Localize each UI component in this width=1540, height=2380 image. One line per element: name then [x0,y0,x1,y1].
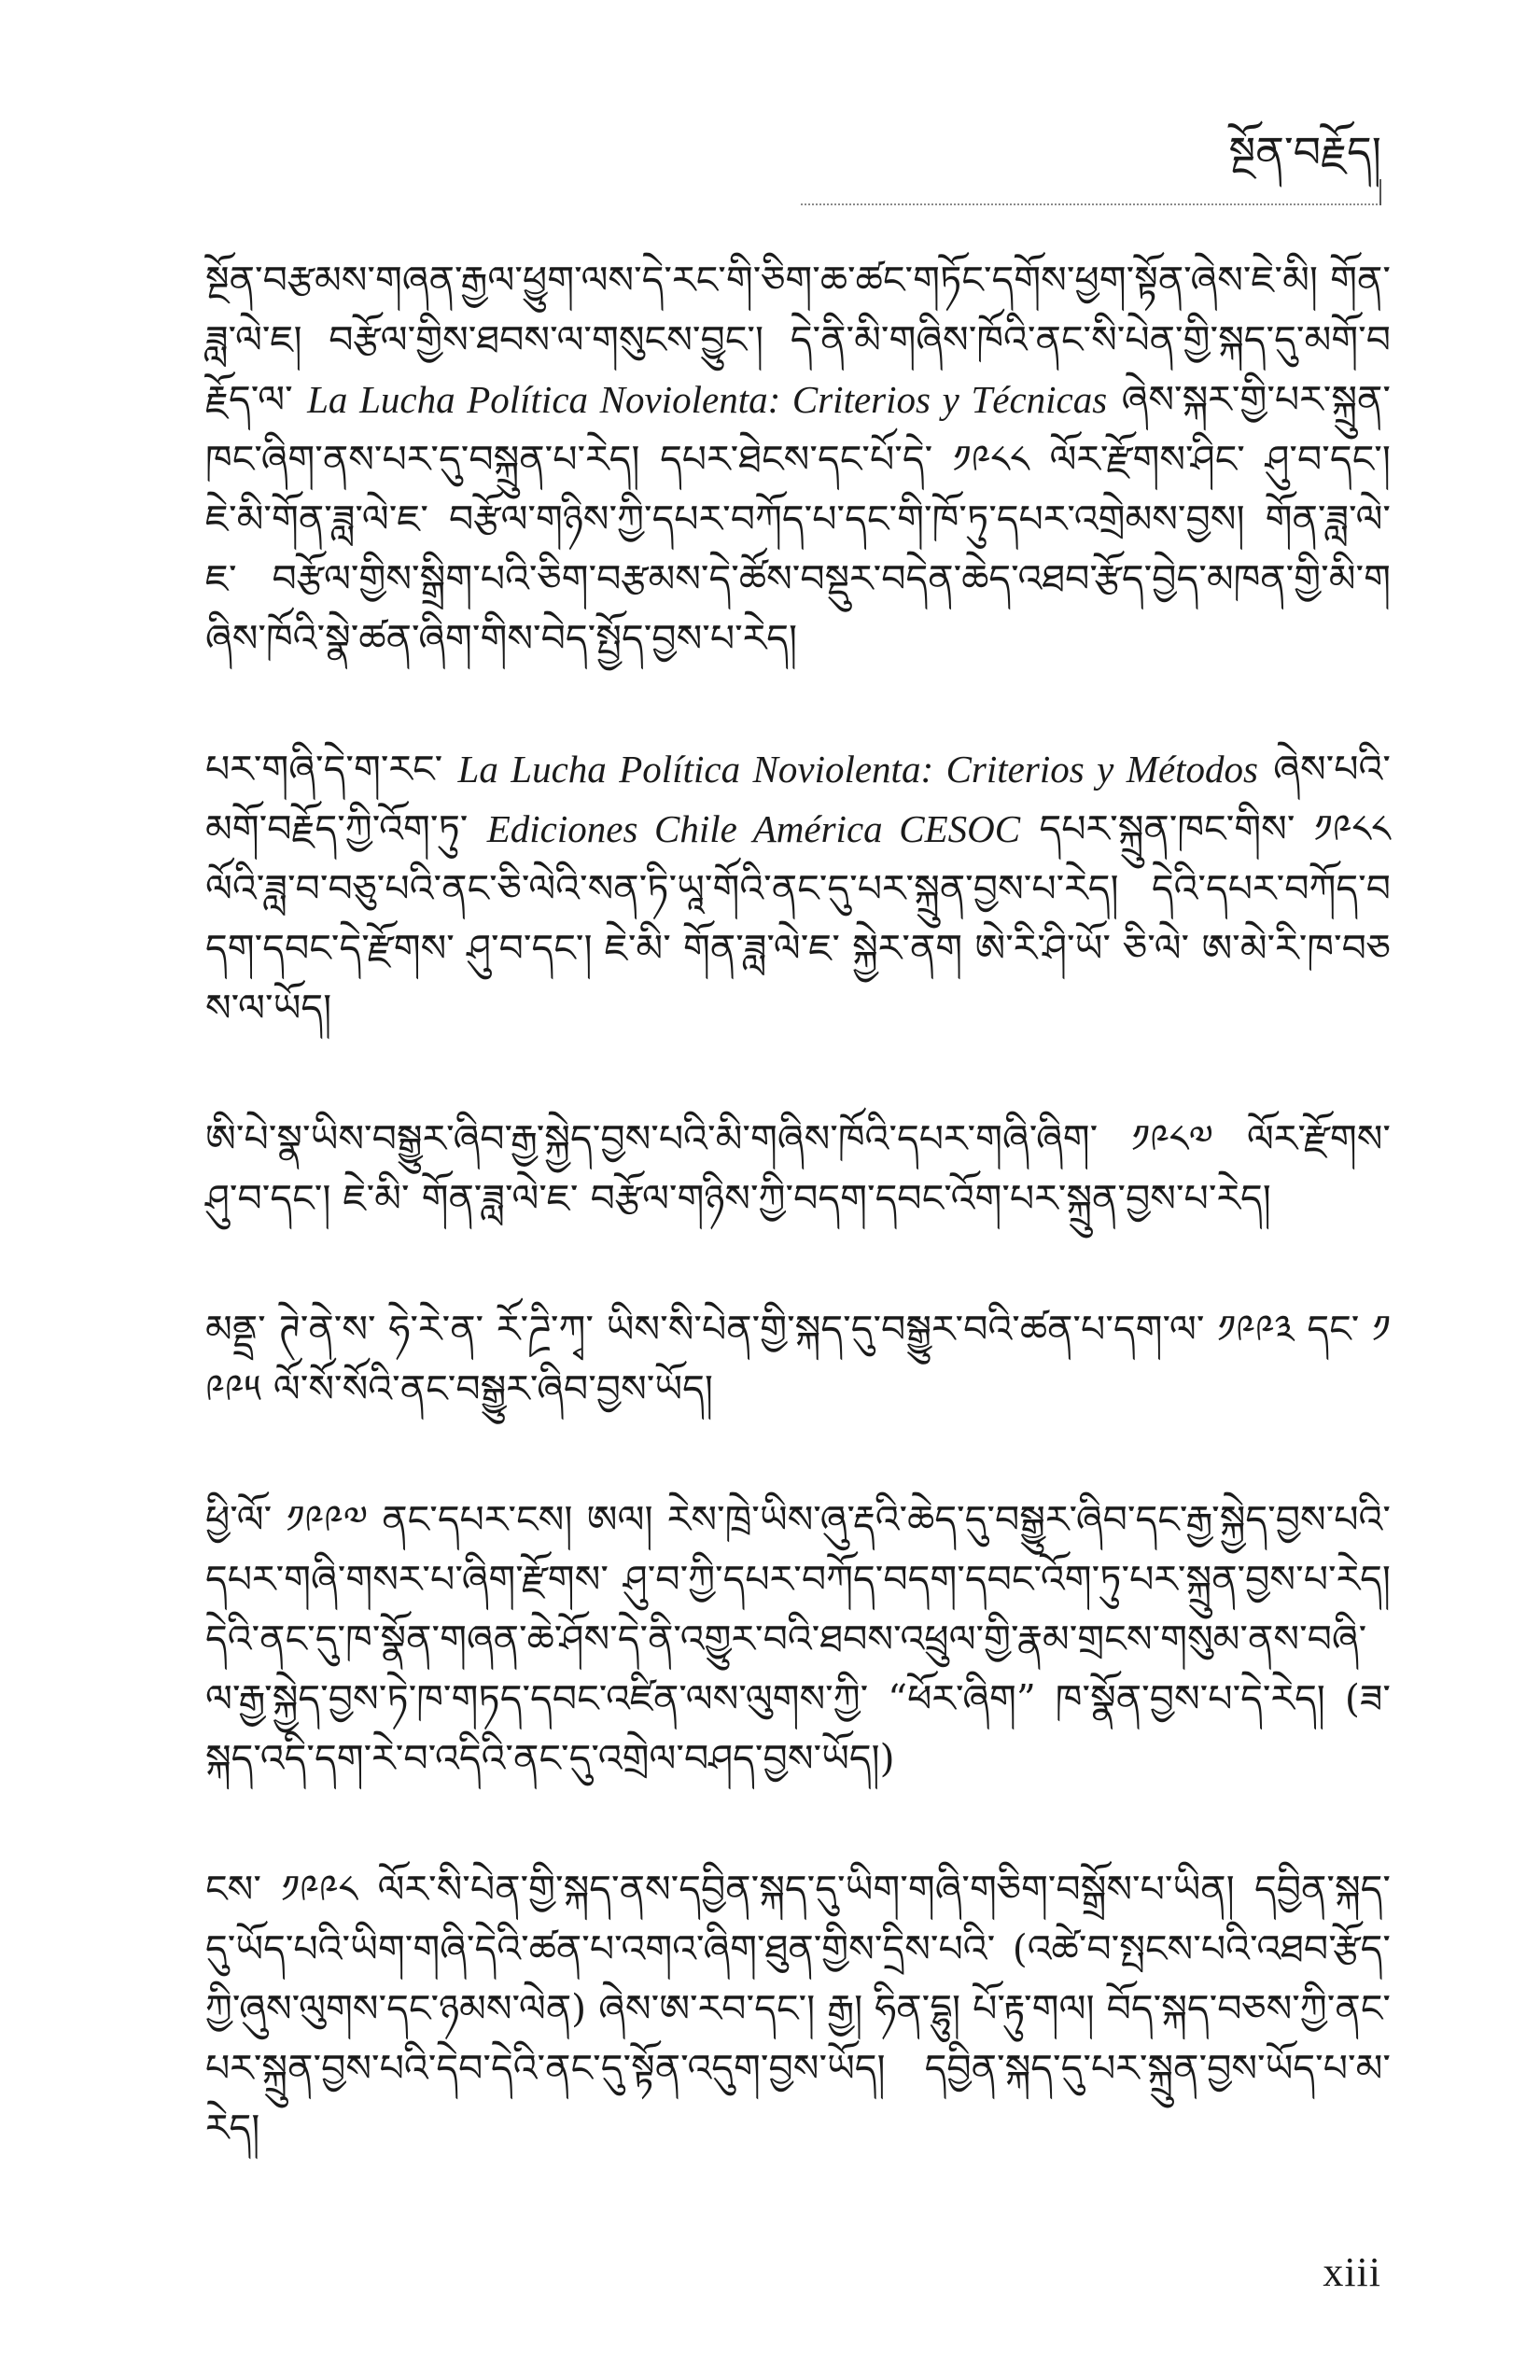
italic-spanish-title: La Lucha Política Noviolenta: Criterios y Métodos [457,748,1258,791]
header-rule-end [1379,179,1381,205]
page-number: xiii [1323,2249,1381,2295]
paragraph-6: ངས་ ༡༩༩༨ ལོར་སི་པེན་གྱི་སྐད་ནས་དབྱིན་སྐད་དུ་ཡིག་གཞི་གཅིག་བསྒྲོས་པ་ཡིན། དབྱིན་སྐད་དུ་ཡོད་པའི་ཡིག་གཞི་དེའི་ཚན་པ་འགའ་ཞིག་ཐུན་གྱིས་དྲིས་པའི་ (འཚེ་བ་སྤངས་པའི་འཐབ་རྩོད་ཀྱི་ཞུས་ལུགས་དང་ཉམས་ལེན) ཞེས་ཨ་རབ་དང་། རྒྱ། ཧིན་དྷུ། པོ་རྟུ་གལ། བོད་སྐད་བཅས་ཀྱི་ནང་པར་སྐྲུན་བྱས་པའི་དེབ་དེའི་ནང་དུ་སྟོན་འདུག་བྱས་ཡོད། དབྱིན་སྐད་དུ་པར་སྐྲུན་བྱས་ཡོད་པ་མ་རེད། [205,1867,1391,2150]
header-title: སྔོན་བརྗོད། [1228,127,1381,177]
body-text [205,250,1391,2229]
paragraph-5: ཕྱི་ལོ་ ༡༩༩༧ ནང་དཔར་ངས། ཨལ། རེས་ཁྲེ་ཡིས་ཞུ་རྡའི་ཆེད་དུ་བསྒྱུར་ཞིབ་དང་རྒྱ་སྐྱེད་བྱས་པའི་དཔར་གཞི་གསར་པ་ཞིག་རྫོགས་ ཤུ་བ་ཀྱི་དཔར་བཀོད་བདག་དབང་འོག་ཏུ་པར་སྐྲུན་བྱས་པ་རེད། དེའི་ནང་དུ་ཁ་སྣོན་གཞན་ཆེ་ཤོས་དེ་ནི་འགྱུར་བའི་ཐབས་འཕྲུལ་གྱི་རྣམ་གྲངས་གསུམ་ནས་བཞི་ལ་རྒྱ་སྐྱེད་བྱས་ཏེ་ཁ་གཏད་དབང་འཛིན་ལས་ལུགས་ཀྱི་ “ཕོར་ཞིག” ཁ་སྣོན་བྱས་པ་དེ་རེད། (ཟ་སྐད་འདི་དག་རེ་བ་འདིའི་ནང་དུ་འགྲེལ་བཤད་བྱས་ཡོད།) [205,1497,1391,1781]
paragraph-1: སྔོན་བརྩམས་གཞན་རྒྱལ་ཕྱུག་ལས་དེ་རང་གི་ཅིག་ཆ་ཚང་གཏོང་དགོས་ཕྱག་སྟོན་ཞེས་ཇེ་མི། གོན་ཟླ་ལེ་ཇ། བརྩོལ་གྱིས་ཐབས་ལ་གསུངས་བྱུང་། དེ་ནི་མི་གཞིས་ཁོའི་ནང་སི་པེན་གྱི་སྐད་དུ་མགོ་བརྗོད་ལ་ La Lucha Política Noviolenta: Criterios y Técnicas ཞེས་སྐར་གྱི་པར་སྐྲུན་ཁང་ཞིག་ནས་པར་དུ་བསྐྲུན་པ་རེད། དཔར་ཐེངས་དང་པོ་དེ་ ༡༩༨༨ ལོར་རྫོགས་ཤིང་ ཤུ་བ་དང་། ཇེ་མི་གོན་ཟླ་ལེ་ཇ་ བརྩོལ་གཉིས་ཀྱི་དཔར་བཀོད་པ་དང་གི་ཁོ་ཏུ་དཔར་འགྲེམས་བྱས། གོན་ཟླ་ལེ་ཇ་ བརྩོལ་གྱིས་སྒྲིག་པའི་ཅིག་བརྩམས་དེ་ཚོས་བསྡུར་བདེན་ཆེད་འཐབ་རྩོད་བྱེད་མཁན་གྱི་མི་གཞིས་ཁོའི་སྣེ་ཚན་ཞིག་གིས་བེད་སྤྱོད་བྱས་པ་རེད། [205,258,1391,661]
running-header [1228,127,1381,177]
paragraph-3: ཨི་པེ་སྣ་ཡིས་བསྒྱུར་ཞིབ་རྒྱ་སྐྱེད་བྱས་པའི་མི་གཞིས་ཁོའི་དཔར་གཞི་ཞིག་ ༡༩༨༧ ལོར་རྫོགས་ ཤུ་བ་དང་། ཇེ་མི་ གོན་ཟླ་ལེ་ཇ་ བརྩོལ་གཉིས་ཀྱི་བདག་དབང་འོག་པར་སྐྲུན་བྱས་པ་རེད། [205,1116,1391,1221]
paragraph-2: པར་གཞི་དེ་ག་རང་ La Lucha Política Noviolenta: Criterios y Métodos ཞེས་པའི་མགོ་བརྗོད་ཀྱི་འོག་ཏུ་ Ediciones Chile América CESOC དཔར་སྐྲུན་ཁང་གིས་ ༡༩༨༨ ལོའི་ཟླ་བ་བཅུ་པའི་ནང་ཅི་ལེའི་སན་ཏི་ཡཱ་གོའི་ནང་དུ་པར་སྐྲུན་བྱས་པ་རེད། དེའི་དཔར་བཀོད་བདག་དབང་དེ་རྫོགས་ ཤུ་བ་དང་། ཇེ་མི་ གོན་ཟླ་ལེ་ཇ་ སྐྱེར་ནག ཨེ་རི་ཤི་ཡོ་ ཅི་ལེ་ ཨ་མེ་རི་ཁ་བཅས་ལ་ཡོད། [205,747,1391,1030]
italic-spanish-title: La Lucha Política Noviolenta: Criterios y Técnicas [307,378,1108,421]
paragraph-4: མནྡྲ་ ཊེ་ནེ་ས་ ཧེ་རེ་ན་ ཪོ་ཌྲི་ཀྭ་ ཡིས་སི་པེན་གྱི་སྐད་དུ་བསྒྱུར་བའི་ཚན་པ་དག་ལ་ ༡༩༩༣ དང་ ༡༩༩༥ ལོ་སོ་སོའི་ནང་བསྒྱུར་ཞིབ་བྱས་ཡོད། [205,1307,1391,1411]
header-rule [801,203,1381,205]
italic-publisher: Ediciones Chile América CESOC [486,807,1021,850]
